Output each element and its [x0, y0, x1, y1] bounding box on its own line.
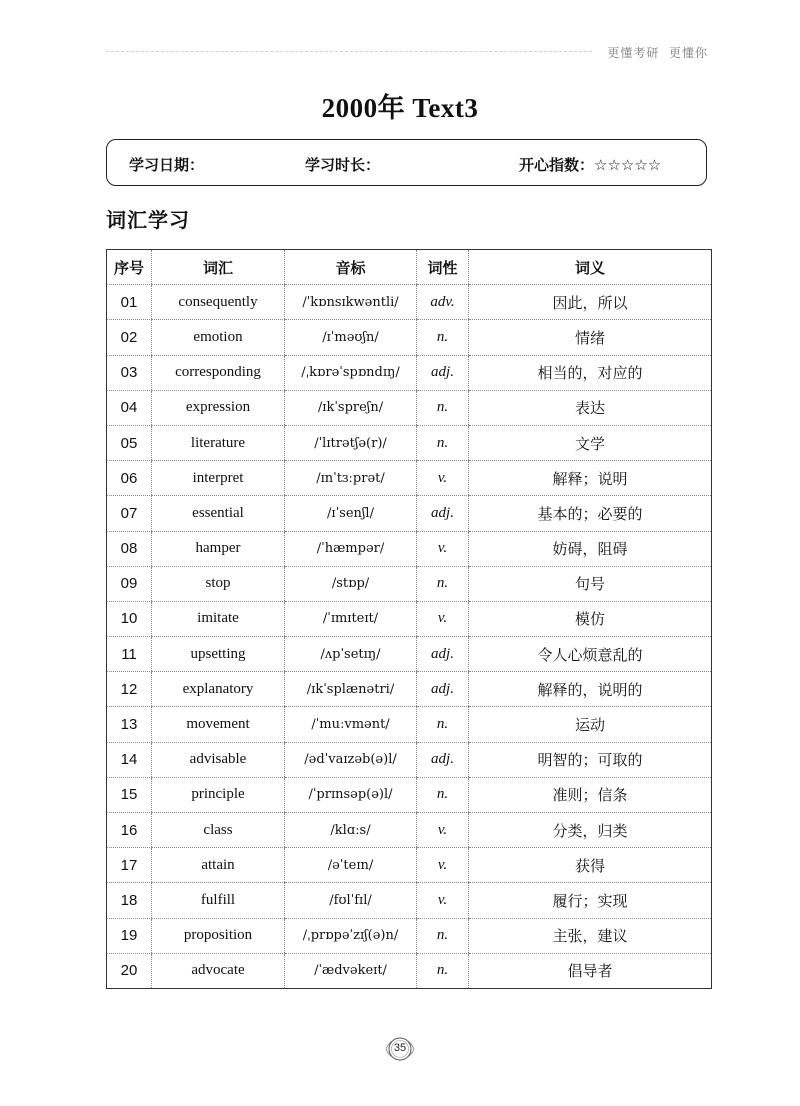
page-number: 35	[393, 1042, 407, 1054]
row-meaning: 履行；实现	[469, 883, 712, 918]
table-row	[107, 777, 712, 812]
row-part-of-speech: n.	[417, 707, 469, 742]
row-word: movement	[152, 707, 285, 742]
row-word: principle	[152, 777, 285, 812]
column-header-meaning: 词义	[469, 250, 712, 285]
row-meaning: 主张，建议	[469, 918, 712, 953]
row-number: 03	[107, 355, 152, 390]
row-phonetic: /ˈlɪtrətʃə(r)/	[285, 425, 417, 460]
row-number: 15	[107, 777, 152, 812]
row-phonetic: /ˌprɒpəˈzɪʃ(ə)n/	[285, 918, 417, 953]
row-part-of-speech: n.	[417, 425, 469, 460]
row-number: 11	[107, 637, 152, 672]
row-phonetic: /ˈmuːvmənt/	[285, 707, 417, 742]
row-part-of-speech: v.	[417, 531, 469, 566]
vocabulary-table	[106, 249, 712, 989]
row-meaning: 倡导者	[469, 953, 712, 988]
row-word: expression	[152, 390, 285, 425]
row-number: 16	[107, 813, 152, 848]
row-meaning: 准则；信条	[469, 777, 712, 812]
table-row	[107, 355, 712, 390]
row-word: explanatory	[152, 672, 285, 707]
row-phonetic: /ɪkˈspreʃn/	[285, 390, 417, 425]
row-part-of-speech: v.	[417, 601, 469, 636]
column-header-part-of-speech: 词性	[417, 250, 469, 285]
header-slogan: 更懂考研 更懂你	[607, 46, 708, 60]
row-phonetic: /ɪˈməʊʃn/	[285, 320, 417, 355]
table-row	[107, 953, 712, 988]
study-date-label: 学习日期：	[129, 156, 205, 174]
row-number: 05	[107, 425, 152, 460]
row-meaning: 情绪	[469, 320, 712, 355]
row-word: imitate	[152, 601, 285, 636]
section-heading: 词汇学习	[106, 208, 190, 232]
row-phonetic: /ɪˈsenʃl/	[285, 496, 417, 531]
row-word: upsetting	[152, 637, 285, 672]
row-part-of-speech: n.	[417, 918, 469, 953]
row-word: advisable	[152, 742, 285, 777]
row-part-of-speech: n.	[417, 320, 469, 355]
row-number: 06	[107, 461, 152, 496]
row-phonetic: /ɪkˈsplænətri/	[285, 672, 417, 707]
row-part-of-speech: n.	[417, 777, 469, 812]
table-row	[107, 672, 712, 707]
table-row	[107, 813, 712, 848]
row-meaning: 因此，所以	[469, 285, 712, 320]
row-word: interpret	[152, 461, 285, 496]
row-part-of-speech: n.	[417, 390, 469, 425]
row-phonetic: /ˈprɪnsəp(ə)l/	[285, 777, 417, 812]
row-word: hamper	[152, 531, 285, 566]
table-row	[107, 637, 712, 672]
row-word: essential	[152, 496, 285, 531]
row-part-of-speech: adj.	[417, 637, 469, 672]
row-number: 19	[107, 918, 152, 953]
row-number: 07	[107, 496, 152, 531]
row-meaning: 解释；说明	[469, 461, 712, 496]
column-header-phonetic: 音标	[285, 250, 417, 285]
table-header-row	[107, 250, 712, 285]
row-part-of-speech: v.	[417, 461, 469, 496]
row-meaning: 分类，归类	[469, 813, 712, 848]
row-word: proposition	[152, 918, 285, 953]
table-row	[107, 285, 712, 320]
header-divider	[106, 51, 592, 52]
table-row	[107, 531, 712, 566]
table-row	[107, 461, 712, 496]
row-part-of-speech: n.	[417, 953, 469, 988]
row-phonetic: /ɪnˈtɜːprət/	[285, 461, 417, 496]
study-duration-label: 学习时长：	[305, 156, 381, 174]
row-word: corresponding	[152, 355, 285, 390]
row-word: stop	[152, 566, 285, 601]
row-word: fulfill	[152, 883, 285, 918]
row-number: 04	[107, 390, 152, 425]
row-number: 18	[107, 883, 152, 918]
table-row	[107, 848, 712, 883]
row-phonetic: /əˈteɪn/	[285, 848, 417, 883]
row-phonetic: /ˌkɒrəˈspɒndɪŋ/	[285, 355, 417, 390]
row-number: 10	[107, 601, 152, 636]
row-phonetic: /ʌpˈsetɪŋ/	[285, 637, 417, 672]
row-meaning: 句号	[469, 566, 712, 601]
table-row	[107, 883, 712, 918]
row-word: class	[152, 813, 285, 848]
row-phonetic: /fʊlˈfɪl/	[285, 883, 417, 918]
row-phonetic: /klɑːs/	[285, 813, 417, 848]
row-meaning: 表达	[469, 390, 712, 425]
row-word: attain	[152, 848, 285, 883]
table-row	[107, 566, 712, 601]
row-number: 12	[107, 672, 152, 707]
row-part-of-speech: adv.	[417, 285, 469, 320]
happiness-label	[519, 154, 661, 175]
row-number: 09	[107, 566, 152, 601]
row-meaning: 令人心烦意乱的	[469, 637, 712, 672]
row-meaning: 文学	[469, 425, 712, 460]
row-meaning: 相当的，对应的	[469, 355, 712, 390]
page-title: 2000年 Text3	[321, 93, 479, 123]
table-row	[107, 320, 712, 355]
row-meaning: 妨碍，阻碍	[469, 531, 712, 566]
row-part-of-speech: v.	[417, 848, 469, 883]
row-phonetic: /ˈædvəkeɪt/	[285, 953, 417, 988]
row-meaning: 解释的，说明的	[469, 672, 712, 707]
row-meaning: 获得	[469, 848, 712, 883]
row-part-of-speech: v.	[417, 813, 469, 848]
table-row	[107, 425, 712, 460]
row-part-of-speech: v.	[417, 883, 469, 918]
happiness-label-text: 开心指数：	[519, 156, 595, 174]
row-part-of-speech: adj.	[417, 496, 469, 531]
row-meaning: 明智的；可取的	[469, 742, 712, 777]
row-meaning: 模仿	[469, 601, 712, 636]
row-part-of-speech: n.	[417, 566, 469, 601]
row-number: 14	[107, 742, 152, 777]
column-header-number: 序号	[107, 250, 152, 285]
column-header-word: 词汇	[152, 250, 285, 285]
row-word: consequently	[152, 285, 285, 320]
row-part-of-speech: adj.	[417, 355, 469, 390]
row-word: advocate	[152, 953, 285, 988]
table-row	[107, 742, 712, 777]
row-phonetic: /ˈkɒnsɪkwəntli/	[285, 285, 417, 320]
row-meaning: 基本的；必要的	[469, 496, 712, 531]
row-word: emotion	[152, 320, 285, 355]
row-phonetic: /ˈhæmpər/	[285, 531, 417, 566]
row-number: 17	[107, 848, 152, 883]
table-row	[107, 707, 712, 742]
study-info-box	[106, 139, 707, 186]
row-phonetic: /ˈɪmɪteɪt/	[285, 601, 417, 636]
row-phonetic: /stɒp/	[285, 566, 417, 601]
table-row	[107, 496, 712, 531]
row-number: 01	[107, 285, 152, 320]
row-meaning: 运动	[469, 707, 712, 742]
row-number: 20	[120, 962, 138, 980]
happiness-stars: ☆☆☆☆☆	[594, 156, 662, 174]
row-word: literature	[152, 425, 285, 460]
row-number: 02	[107, 320, 152, 355]
page-number-badge	[380, 1033, 420, 1065]
table-row	[107, 918, 712, 953]
table-row	[107, 601, 712, 636]
row-phonetic: /ədˈvaɪzəb(ə)l/	[285, 742, 417, 777]
row-part-of-speech: adj.	[417, 672, 469, 707]
table-row	[107, 390, 712, 425]
row-number: 08	[107, 531, 152, 566]
row-number: 13	[107, 707, 152, 742]
row-part-of-speech: adj.	[417, 742, 469, 777]
